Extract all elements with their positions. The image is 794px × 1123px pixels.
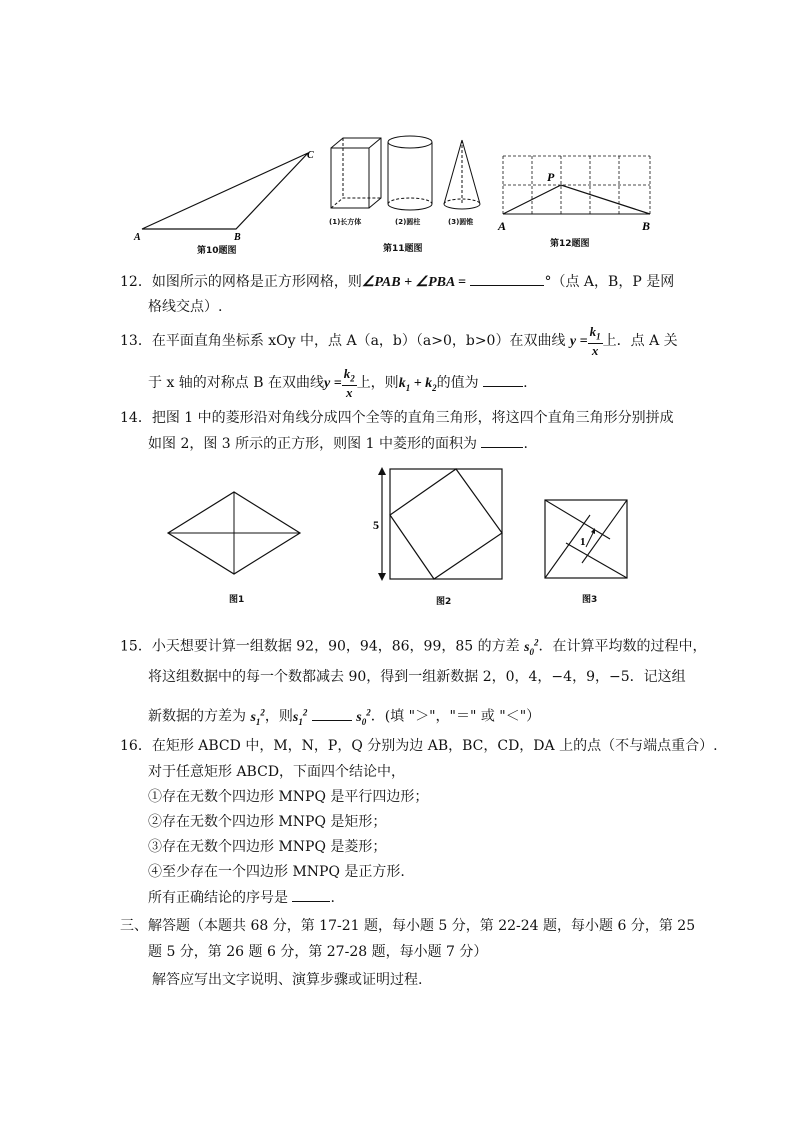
cylinder xyxy=(388,136,432,210)
section-3-heading-line-2: 题 5 分，第 26 题 6 分，第 27-28 题，每小题 7 分） xyxy=(148,944,488,960)
question-text: °（点 A，B，P 是网 xyxy=(544,274,675,290)
cone xyxy=(444,140,480,209)
question-15-line-3 xyxy=(148,702,540,731)
inner-square xyxy=(390,469,502,579)
point-label-c: C xyxy=(307,150,314,161)
question-text: ．在计算平均数的过程中， xyxy=(538,638,707,655)
point-label-b: B xyxy=(234,232,241,243)
question-number: 13． xyxy=(120,333,152,349)
fraction-k2-over-x: $\frac{k_2}{x}$ xyxy=(343,365,355,401)
question-text: 如图所示的网格是正方形网格，则 xyxy=(151,274,362,290)
point-label-a: A xyxy=(134,232,141,243)
question-text: 如图 2，图 3 所示的正方形，则图 1 中菱形的面积为 xyxy=(148,436,477,452)
question-text: 的值为 xyxy=(436,375,479,391)
triangle-pab xyxy=(503,185,650,214)
question-number: 12． xyxy=(120,274,152,290)
cuboid xyxy=(331,138,381,208)
y-equals: y = xyxy=(569,334,588,349)
question-text: ，则 xyxy=(264,708,293,725)
figure-10-caption: 第10题图 xyxy=(197,246,237,256)
question-16-line-1 xyxy=(120,736,718,756)
variance-s1: $s_1^2$ xyxy=(250,707,265,727)
conclusion-item-4: ④至少存在一个四边形 MNPQ 是正方形. xyxy=(148,864,405,880)
inner-length-label: 1 xyxy=(580,536,586,548)
conclusion-item-2: ②存在无数个四边形 MNPQ 是矩形； xyxy=(148,814,387,830)
point-label-a: A xyxy=(498,219,507,233)
question-number: 16． xyxy=(120,738,152,754)
variance-s0: $s_0^2$ xyxy=(524,637,539,657)
answer-blank[interactable] xyxy=(292,889,330,902)
figure-12 xyxy=(495,152,665,237)
y-equals: y = xyxy=(323,376,342,391)
figure-3-caption: 图3 xyxy=(582,595,598,605)
question-text: ．(填 "＞"，"＝" 或 "＜"） xyxy=(370,708,541,725)
point-label-p: P xyxy=(547,170,555,184)
section-3-instruction: 解答应写出文字说明、演算步骤或证明过程. xyxy=(152,972,423,988)
solid-caption-cylinder: (2)圆柱 xyxy=(395,218,421,226)
section-3-heading-line-1: 三、解答题（本题共 68 分，第 17-21 题，每小题 5 分，第 22-24 题，每小题 6 分，第 25 xyxy=(120,918,696,934)
figure-1-caption: 图1 xyxy=(229,595,245,605)
variance-s0: $s_0^2$ xyxy=(356,707,371,727)
question-14-line-1 xyxy=(120,408,674,428)
question-15-line-2: 将这组数据中的每一个数都减去 90，得到一组新数据 2，0，4，−4，9，−5．记这组 xyxy=(148,669,686,685)
variance-s1: $s_1^2$ xyxy=(292,707,308,727)
question-16-line-2: 对于任意矩形 ABCD，下面四个结论中， xyxy=(148,764,406,780)
angle-expression: ∠PAB + ∠PBA = xyxy=(361,275,467,290)
question-text: 所有正确结论的序号是 xyxy=(148,890,288,906)
answer-blank[interactable] xyxy=(470,273,544,286)
solid-caption-cuboid: (1)长方体 xyxy=(329,218,362,226)
question-number: 15． xyxy=(120,638,152,655)
question-text: 上．点 A 关 xyxy=(602,333,678,349)
figure-11-caption: 第11题图 xyxy=(383,244,423,254)
question-number: 14． xyxy=(120,410,152,426)
question-16-answer-line: 所有正确结论的序号是 . xyxy=(148,890,335,906)
question-14-line-2: 如图 2，图 3 所示的正方形，则图 1 中菱形的面积为 . xyxy=(148,436,528,452)
fraction-k1-over-x: $\frac{k_1}{x}$ xyxy=(589,323,601,359)
question-text: 于 x 轴的对称点 B 在双曲线 xyxy=(148,375,324,391)
sum-expression: $k_1 + k_2$ xyxy=(398,376,437,393)
figure-2-caption: 图2 xyxy=(436,597,452,607)
point-label-b: B xyxy=(642,219,651,233)
answer-blank[interactable] xyxy=(483,374,523,387)
figure-14-square-1 xyxy=(542,497,630,581)
question-12-line-1 xyxy=(120,272,674,293)
question-13-line-1 xyxy=(120,324,678,358)
triangle-abc xyxy=(142,153,308,229)
question-text: 上，则 xyxy=(356,375,399,391)
solid-caption-cone: (3)圆锥 xyxy=(448,218,474,226)
question-text: 小天想要计算一组数据 92，90，94，86，99，85 的方差 xyxy=(151,638,520,655)
answer-blank[interactable] xyxy=(312,708,352,721)
question-15-line-1 xyxy=(120,632,707,661)
question-text: 新数据的方差为 xyxy=(148,708,246,725)
question-text: 在矩形 ABCD 中，M，N，P，Q 分别为边 AB，BC，CD，DA 上的点（不与端点重合）. xyxy=(151,738,718,754)
conclusion-item-3: ③存在无数个四边形 MNPQ 是菱形； xyxy=(148,839,387,855)
length-arrow xyxy=(586,531,594,547)
figure-12-caption: 第12题图 xyxy=(550,239,590,249)
answer-blank[interactable] xyxy=(481,435,523,448)
figure-14-square-5 xyxy=(372,465,506,583)
question-text: 把图 1 中的菱形沿对角线分成四个全等的直角三角形，将这四个直角三角形分别拼成 xyxy=(151,410,674,426)
dashed-grid xyxy=(503,156,650,214)
side-length-label: 5 xyxy=(373,518,379,532)
figure-14-rhombus xyxy=(164,488,306,580)
question-13-line-2: 于 x 轴的对称点 B 在双曲线y = $\frac{k_2}{x}$ 上，则$k_1 + k_2$的值为 . xyxy=(148,365,528,401)
question-text: 在平面直角坐标系 xOy 中，点 A（a，b）（a>0，b>0）在双曲线 xyxy=(151,333,566,349)
question-12-line-2: 格线交点）. xyxy=(148,299,223,315)
figure-10 xyxy=(130,145,320,255)
conclusion-item-1: ①存在无数个四边形 MNPQ 是平行四边形； xyxy=(148,789,429,805)
